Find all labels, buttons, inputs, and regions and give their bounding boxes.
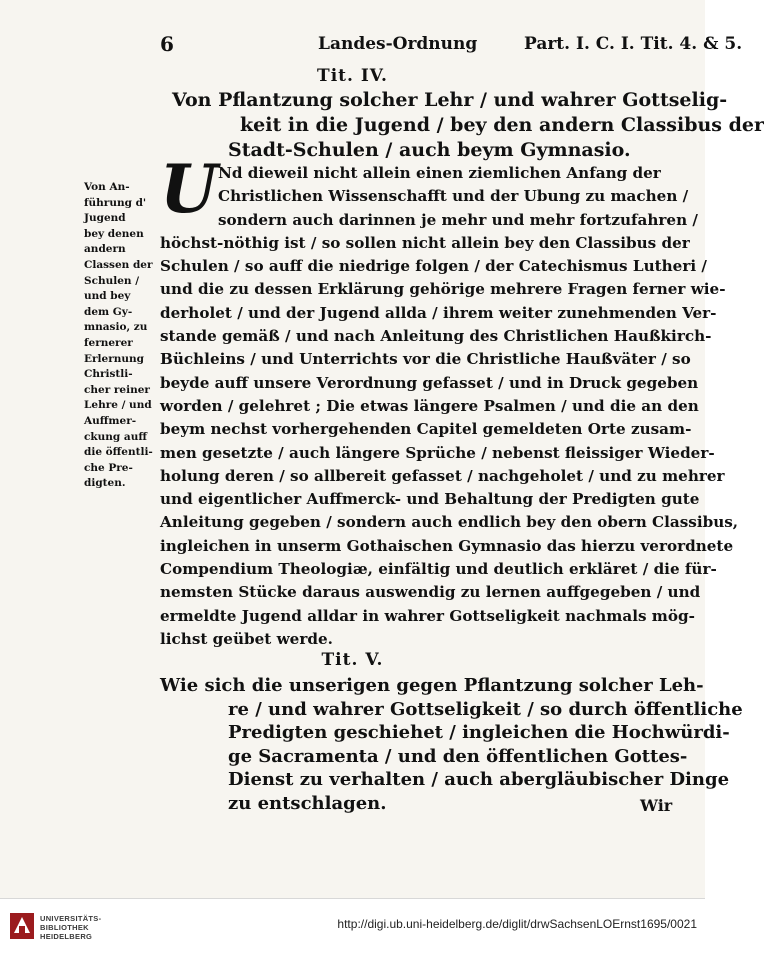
margin-note-line: Christli- — [84, 368, 133, 381]
heading-v-line: Dienst zu verhalten / auch abergläubischer Dinge — [228, 769, 730, 790]
running-head — [0, 30, 743, 64]
drop-cap-initial: U — [160, 150, 218, 228]
body-line: und eigentlicher Auffmerck- und Behaltung der Predigten gute — [160, 490, 700, 509]
title-v: Tit. V. — [321, 650, 384, 670]
margin-note-line: ckung auff — [84, 430, 147, 443]
body-text-iv — [160, 162, 739, 651]
source-url: http://digi.ub.uni-heidelberg.de/diglit/drwSachsenLOErnst1695/0021 — [337, 917, 697, 931]
heading-iv-line: keit in die Jugend / bey den andern Classibus der — [240, 114, 764, 136]
body-line: und die zu dessen Erklärung gehörige mehrere Fragen ferner wie- — [160, 280, 726, 299]
heading-v-line: ge Sacramenta / und den öffentlichen Gottes- — [228, 745, 688, 767]
body-line: Christlichen Wissenschafft und der Ubung zu machen / — [218, 187, 689, 206]
margin-note-line: Classen der — [84, 258, 153, 271]
body-line: derholet / und der Jugend allda / ihrem weiter zunehmenden Ver- — [160, 303, 717, 322]
body-line: stande gemäß / und nach Anleitung des Christlichen Haußkirch- — [160, 327, 712, 346]
viewer-footer — [0, 898, 705, 954]
margin-note-line: andern — [84, 243, 126, 256]
library-name — [40, 914, 101, 941]
body-line: höchst-nöthig ist / so sollen nicht allein bey den Classibus der — [160, 233, 690, 252]
body-line: worden / gelehret ; Die etwas längere Psalmen / und die an den — [160, 396, 699, 415]
body-line: ermeldte Jugend alldar in wahrer Gottseligkeit nachmals mög- — [160, 606, 695, 625]
margin-note-line: fernerer — [84, 336, 133, 349]
running-title: Landes-Ordnung — [318, 34, 478, 54]
part-reference: Part. I. C. I. Tit. 4. & 5. — [524, 34, 743, 54]
library-name-line: HEIDELBERG — [40, 932, 93, 941]
margin-note-line: führung d' — [84, 196, 147, 209]
margin-note-line: mnasio, zu — [84, 321, 148, 334]
heading-v-line: Predigten geschiehet / ingleichen die Hochwürdi- — [228, 722, 730, 743]
heading-v-line: Wie sich die unserigen gegen Pflantzung solcher Leh- — [160, 675, 704, 696]
margin-note — [84, 180, 156, 492]
heading-iv — [172, 88, 764, 163]
university-library-logo-icon — [10, 913, 34, 939]
margin-note-line: Lehre / und — [84, 399, 152, 412]
margin-note-line: Von An- — [84, 181, 130, 193]
heading-v-line: zu entschlagen. — [228, 792, 387, 814]
margin-note-line: bey denen — [84, 227, 144, 240]
body-line: beyde auff unsere Verordnung gefasset / und in Druck gegeben — [160, 373, 699, 392]
body-line: beym nechst vorhergehenden Capitel gemeldeten Orte zusam- — [160, 420, 692, 439]
body-line: Anleitung gegeben / sondern auch endlich bey den obern Classibus, — [160, 513, 739, 532]
heading-v-line: re / und wahrer Gottseligkeit / so durch öffentliche — [228, 698, 743, 720]
heading-iv-line: Von Pflantzung solcher Lehr / und wahrer Gottselig- — [172, 89, 728, 111]
margin-note-line: cher reiner — [84, 383, 150, 396]
margin-note-line: Schulen / — [84, 274, 140, 287]
margin-note-line: digten. — [84, 477, 126, 490]
margin-note-line: Auffmer- — [84, 414, 137, 427]
body-line: holung deren / so allbereit gefasset / nachgeholet / und zu mehrer — [160, 466, 725, 485]
body-line: Compendium Theologiæ, einfältig und deutlich erkläret / die für- — [160, 560, 717, 579]
title-iv: Tit. IV. — [317, 66, 388, 86]
margin-note-line: und bey — [84, 290, 131, 303]
body-line: nemsten Stücke daraus auswendig zu lernen auffgegeben / und — [160, 583, 701, 602]
body-line: ingleichen in unserm Gothaischen Gymnasio das hierzu verordnete — [160, 536, 734, 555]
body-line: sondern auch darinnen je mehr und mehr fortzufahren / — [218, 210, 698, 229]
margin-note-line: Erlernung — [84, 352, 144, 365]
margin-note-line: che Pre- — [84, 461, 133, 474]
body-line: Büchleins / und Unterrichts vor die Christliche Haußväter / so — [160, 350, 691, 369]
body-line: Schulen / so auff die niedrige folgen / der Catechismus Lutheri / — [160, 257, 707, 276]
body-line: lichst geübet werde. — [160, 629, 333, 648]
body-line: men gesetzte / auch längere Sprüche / nebenst fleissiger Wieder- — [160, 443, 715, 462]
margin-note-line: die öffentli- — [84, 446, 153, 459]
heading-v — [160, 674, 743, 815]
catchword: Wir — [640, 796, 673, 815]
library-name-line: BIBLIOTHEK — [40, 923, 89, 932]
heading-iv-line: Stadt-Schulen / auch beym Gymnasio. — [228, 139, 631, 161]
margin-note-line: dem Gy- — [84, 305, 133, 318]
body-line: Nd dieweil nicht allein einen ziemlichen Anfang der — [218, 164, 661, 182]
margin-note-line: Jugend — [84, 212, 126, 225]
library-name-line: UNIVERSITÄTS- — [40, 914, 102, 923]
page-number: 6 — [160, 32, 174, 56]
